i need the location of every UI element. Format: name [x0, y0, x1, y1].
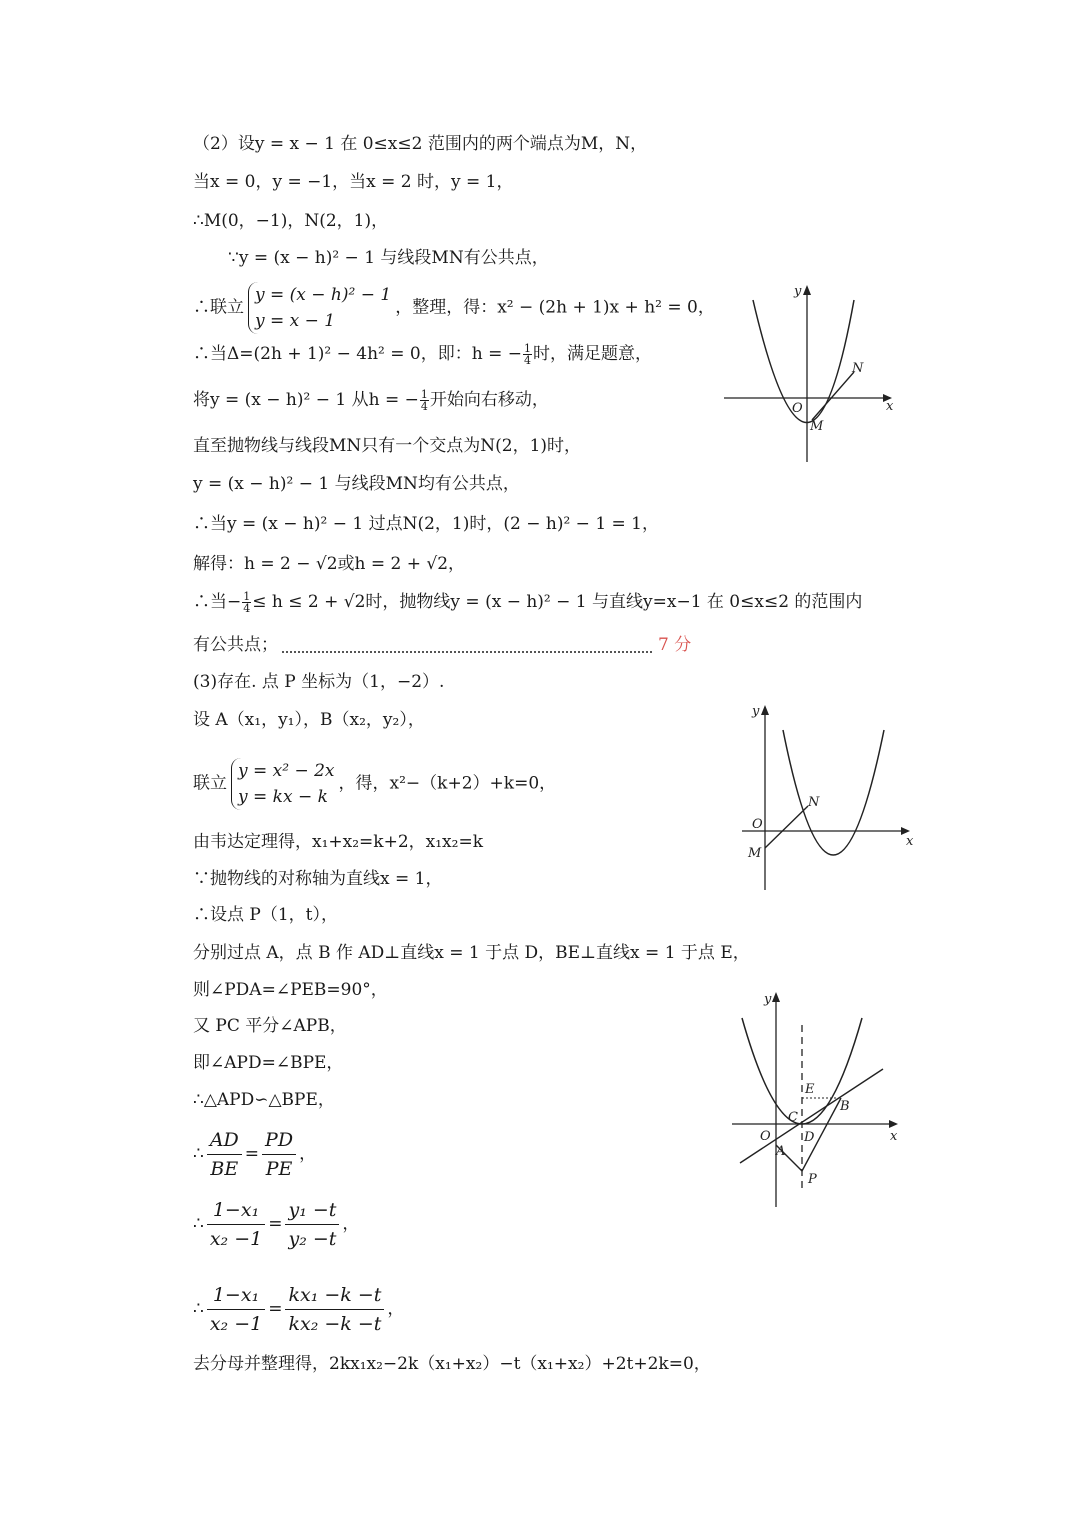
text: ∴当− — [193, 592, 242, 612]
numerator: PD — [262, 1126, 296, 1155]
text: ∴当Δ=(2h + 1)² − 4h² = 0，即：h = − — [193, 344, 522, 364]
numerator: 1−x₁ — [207, 1196, 265, 1225]
equation: y = x² − 2x — [238, 761, 335, 781]
segment-mn — [765, 806, 808, 848]
text-line: y = (x − h)² − 1 与线段MN均有公共点， — [193, 474, 520, 494]
label-m: M — [810, 419, 824, 434]
text-line: 设 A（x₁，y₁），B（x₂，y₂）， — [193, 710, 425, 730]
figure-parabola-shifted — [738, 700, 923, 895]
denominator: 4 — [523, 354, 531, 367]
denominator: 4 — [243, 602, 251, 615]
equation-system — [248, 282, 391, 334]
parabola — [753, 300, 854, 423]
text: 时，满足题意， — [532, 344, 652, 364]
y-axis-arrow — [772, 992, 780, 1002]
fraction — [523, 343, 532, 366]
fraction-equation: ∴ $\frac{\text{1−x₁}}{\text{x₂ −1}}$ = $\frac{\text{kx₁ −k −t}}{\text{kx₂ −k −t}}$ ， — [193, 1281, 404, 1338]
equation: y = kx − k — [238, 787, 328, 807]
text: ∴ — [193, 1299, 204, 1319]
numerator: kx₁ −k −t — [285, 1281, 384, 1310]
parabola — [783, 730, 884, 855]
text: ， — [342, 1214, 360, 1234]
fraction — [207, 1126, 242, 1183]
fraction — [207, 1196, 265, 1253]
label-x: x — [886, 399, 894, 414]
text: ， — [387, 1299, 405, 1319]
text-line: 解得：h = 2 − √2或h = 2 + √2， — [193, 554, 466, 574]
text-line: ∴△APD∽△BPE， — [193, 1090, 335, 1110]
text-line — [193, 633, 691, 657]
text: ，得，x²−（k+2）+k=0， — [338, 773, 557, 794]
text: 将y = (x − h)² − 1 从h = − — [193, 390, 419, 410]
label-e: E — [805, 1082, 815, 1097]
text-line: (3)存在. 点 P 坐标为（1，−2）. — [193, 672, 445, 692]
label-y: y — [752, 704, 760, 719]
score-label: 7 分 — [658, 635, 692, 655]
label-b: B — [840, 1099, 850, 1114]
text: ∴ — [193, 1214, 204, 1234]
fraction — [207, 1281, 265, 1338]
text-line: 即∠APD=∠BPE， — [193, 1053, 344, 1073]
label-x: x — [890, 1129, 898, 1144]
segment-mn — [812, 372, 854, 420]
label-origin: O — [792, 401, 803, 416]
denominator: 4 — [420, 400, 428, 413]
label-m: M — [748, 846, 762, 861]
label-y: y — [794, 284, 802, 299]
fraction-equation: ∴ $\frac{\text{1−x₁}}{\text{x₂ −1}}$ = $\frac{\text{y₁ −t}}{\text{y₂ −t}}$ ， — [193, 1196, 359, 1253]
text: ≤ h ≤ 2 + √2时，抛物线y = (x − h)² − 1 与直线y=x−1 在 0≤x≤2 的范围内 — [252, 592, 863, 612]
numerator: 1−x₁ — [207, 1281, 265, 1310]
text: 有公共点； — [193, 635, 278, 655]
equation: y = (x − h)² − 1 — [255, 285, 392, 305]
label-n: N — [852, 361, 864, 376]
text-line — [193, 342, 652, 366]
fraction — [262, 1126, 296, 1183]
denominator: kx₂ −k −t — [288, 1313, 382, 1335]
label-a: A — [776, 1144, 786, 1159]
text: 开始向右移动， — [429, 390, 549, 410]
text-line: 又 PC 平分∠APB， — [193, 1016, 347, 1036]
text-line: 由韦达定理得，x₁+x₂=k+2，x₁x₂=k — [193, 832, 484, 852]
text: ， — [299, 1144, 317, 1164]
label-origin: O — [760, 1129, 771, 1144]
fraction-equation: ∴ $\frac{AD}{BE}$ = $\frac{PD}{PE}$ ， — [193, 1126, 316, 1183]
text-line: 当x = 0，y = −1，当x = 2 时，y = 1， — [193, 172, 514, 192]
numerator: AD — [207, 1126, 242, 1155]
text: 联立 — [193, 773, 227, 794]
equation: y = x − 1 — [255, 311, 336, 331]
text-line-system — [193, 282, 715, 334]
text: ∴ — [193, 1144, 204, 1164]
text-line: 分别过点 A，点 B 作 AD⊥直线x = 1 于点 D，BE⊥直线x = 1 于点 E， — [193, 943, 750, 963]
fraction — [285, 1196, 339, 1253]
text-line: ∴当y = (x − h)² − 1 过点N(2，1)时，(2 − h)² − 1 = 1， — [193, 514, 659, 534]
label-c: C — [788, 1110, 798, 1125]
text-line — [193, 590, 862, 614]
denominator: x₂ −1 — [209, 1228, 263, 1250]
text-line: ∴设点 P（1，t）， — [193, 905, 338, 925]
text-line: ∵y = (x − h)² − 1 与线段MN有公共点， — [228, 248, 549, 268]
text-line: （2）设y = x − 1 在 0≤x≤2 范围内的两个端点为M，N， — [193, 134, 648, 154]
denominator: PE — [265, 1158, 293, 1180]
fraction — [420, 389, 429, 412]
label-d: D — [804, 1130, 815, 1145]
text: ，整理，得：x² − (2h + 1)x + h² = 0， — [395, 297, 715, 318]
text-line: 则∠PDA=∠PEB=90°， — [193, 980, 388, 1000]
y-axis-arrow — [803, 285, 811, 295]
text-line-system — [193, 758, 556, 810]
denominator: x₂ −1 — [209, 1313, 263, 1335]
label-y: y — [764, 992, 772, 1007]
numerator: 1 — [420, 388, 428, 401]
label-n: N — [808, 795, 820, 810]
denominator: BE — [210, 1158, 239, 1180]
numerator: 1 — [243, 590, 251, 603]
denominator: y₂ −t — [288, 1228, 337, 1250]
text: ∴联立 — [193, 297, 244, 318]
text-line — [193, 388, 549, 412]
label-origin: O — [752, 817, 763, 832]
fraction — [285, 1281, 384, 1338]
label-x: x — [906, 834, 914, 849]
equation-system — [231, 758, 335, 810]
numerator: y₁ −t — [285, 1196, 339, 1225]
figure-parabola-segment — [720, 280, 900, 465]
dotted-leader — [282, 651, 652, 653]
fraction — [242, 591, 251, 614]
text-line: ∴M(0，−1)，N(2，1)， — [193, 211, 389, 231]
label-p: P — [808, 1172, 817, 1187]
y-axis-arrow — [761, 705, 769, 715]
x-axis-arrow — [889, 1120, 898, 1128]
text-line: ∵抛物线的对称轴为直线x = 1， — [193, 869, 443, 889]
numerator: 1 — [523, 342, 531, 355]
figure-angle-bisector — [728, 985, 908, 1210]
text-line: 去分母并整理得，2kx₁x₂−2k（x₁+x₂）−t（x₁+x₂）+2t+2k=0， — [193, 1354, 711, 1374]
text-line: 直至抛物线与线段MN只有一个交点为N(2，1)时， — [193, 436, 582, 456]
